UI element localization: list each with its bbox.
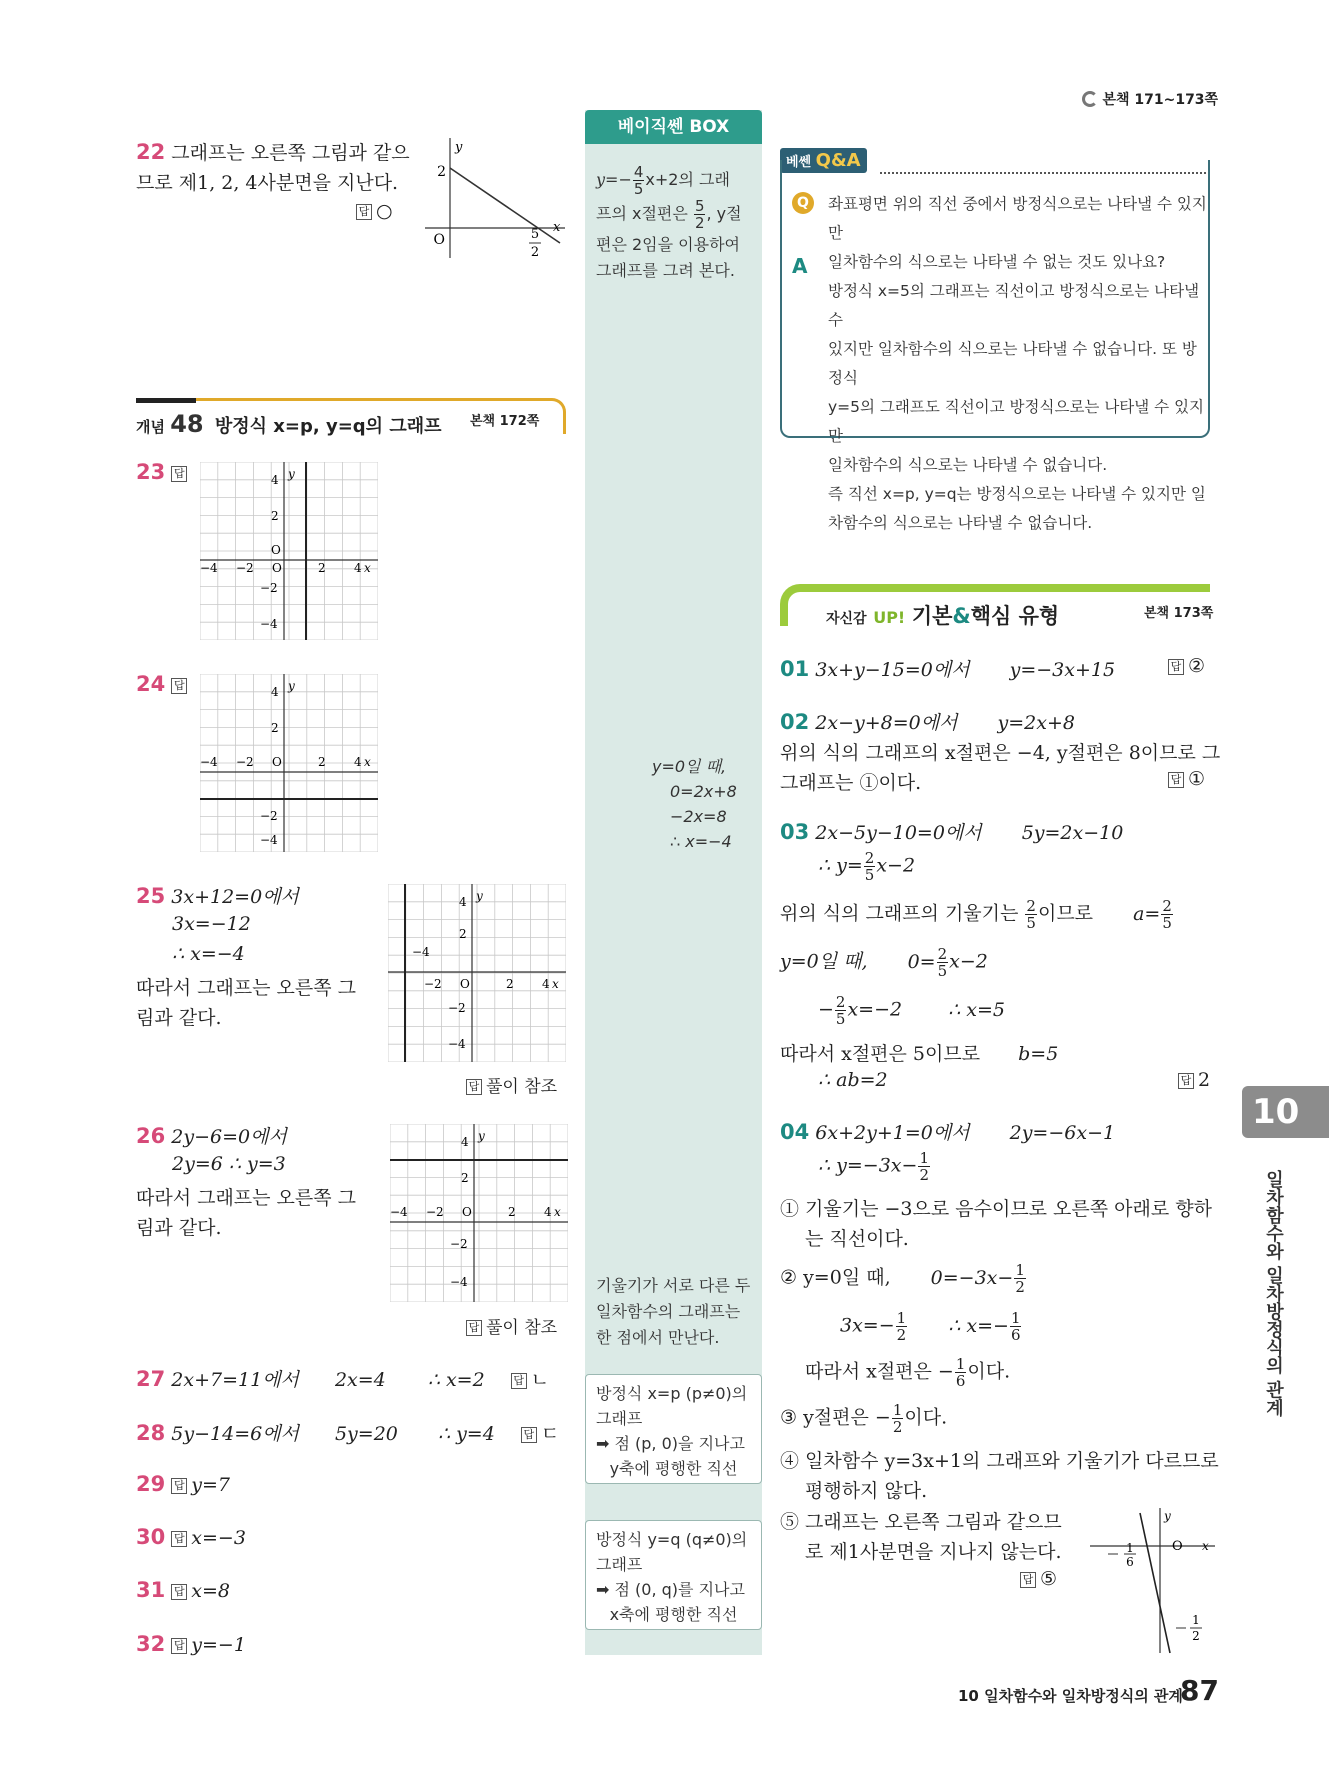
svg-text:−2: −2 [236, 561, 254, 575]
q04-line4: 는 직선이다. [805, 1228, 909, 1250]
svg-text:−2: −2 [426, 1205, 444, 1219]
q03-line2: ∴ y= $\frac{2}{5}$ x−2 [818, 849, 916, 884]
basic-box-title: 베이직쎈 BOX [585, 110, 762, 144]
qa-box: Q 좌표평면 위의 직선 중에서 방정식으로는 나타낼 수 있지만 일차함수의 식으로는 나타낼 수 없는 것도 있나요? A 방정식 x=5의 그래프는 직선이고 방정식으로는 나타낼 수 있지만 일차함수의 식으로는 나타낼 수 없습니다. 또 방정식 y=5의 그래프도 직선이고 방정식으로는 나타낼 수 있지만 일차함수의 식으로는 나타낼 수 없습니다. 즉 직선 x=p, y=q는 방정식으로는 나타낼 수 있지만 일 차함수의 식으로는 나타낼 수 없습니다. [780, 160, 1210, 438]
q01: 01 3x+y−15=0에서 y=−3x+15 [780, 657, 1116, 681]
footer-chapter: 10 일차함수와 일차방정식의 관계 [958, 1687, 1183, 1705]
svg-text:x: x [554, 1205, 561, 1219]
concept-ref: 본책 172쪽 [470, 414, 540, 429]
problem-32: 32 답 y=−1 [136, 1632, 246, 1656]
q04-line2: ∴ y=−3x− $\frac{1}{2}$ [818, 1149, 929, 1184]
q03-line3: 위의 식의 그래프의 기울기는 $\frac{2}{5}$ 이므로 a= $\frac{2}{5}$ [780, 897, 1172, 932]
svg-text:O: O [272, 755, 282, 769]
svg-text:2: 2 [318, 561, 326, 575]
graph-22 [420, 138, 570, 263]
svg-text:y: y [288, 467, 295, 481]
svg-text:4: 4 [271, 473, 279, 487]
basic-tip2-line3: −2x=8 [670, 807, 727, 826]
svg-text:4: 4 [461, 1135, 469, 1149]
basic-tip2-line1: y=0일 때, [652, 757, 727, 776]
page-number: 87 [1180, 1674, 1219, 1707]
problem-22 [136, 138, 410, 165]
basic-tip2-line2: 0=2x+8 [670, 782, 737, 801]
svg-text:O: O [271, 543, 281, 557]
problem-30: 30 답 x=−3 [136, 1525, 246, 1549]
answer-25: 답 풀이 참조 [466, 1072, 557, 1097]
svg-text:O: O [1172, 1539, 1183, 1554]
p25-line2: 3x=−12 [172, 913, 251, 935]
svg-text:2: 2 [530, 245, 540, 260]
question-icon: Q [792, 192, 814, 214]
graph-25 [388, 884, 566, 1062]
section-ref: 본책 173쪽 [1144, 606, 1214, 621]
p26-line4: 림과 같다. [136, 1217, 222, 1239]
q04-line12: 로 제1사분면을 지나지 않는다. [805, 1541, 1062, 1563]
q04-line8: ③ y절편은 − $\frac{1}{2}$ 이다. [780, 1401, 948, 1436]
svg-text:−2: −2 [448, 1001, 466, 1015]
basic-tip2-line4: ∴ x=−4 [670, 832, 732, 851]
svg-text:1: 1 [1192, 1613, 1200, 1627]
svg-text:1: 1 [1126, 1541, 1134, 1555]
svg-text:2: 2 [461, 1171, 469, 1185]
p26-line2: 2y=6 ∴ y=3 [172, 1153, 286, 1175]
svg-text:−2: −2 [260, 581, 278, 595]
q04-line3: ① 기울기는 −3으로 음수이므로 오른쪽 아래로 향하 [780, 1198, 1212, 1220]
header-ref: 본책 171~173쪽 [1082, 89, 1218, 109]
q04-line6: 3x=− $\frac{1}{2}$ ∴ x=− $\frac{1}{6}$ [840, 1309, 1021, 1344]
p25-line3: ∴ x=−4 [172, 943, 245, 965]
basic-tip1-line1: y=− $\frac{4}{5}$ x+2의 그래 [596, 163, 730, 198]
basic-tip1-line4: 그래프를 그려 본다. [596, 261, 735, 280]
q03-line4: y=0일 때, 0= $\frac{2}{5}$ x−2 [780, 945, 988, 980]
problem-28: 28 5y−14=6에서 5y=20 ∴ y=4 답 ㄷ [136, 1421, 560, 1445]
svg-text:−2: −2 [424, 977, 442, 991]
svg-text:−4: −4 [412, 945, 430, 959]
q04-line9: ④ 일차함수 y=3x+1의 그래프와 기울기가 다르므로 [780, 1450, 1219, 1472]
basic-tip3-line3: 한 점에서 만난다. [596, 1328, 720, 1347]
svg-text:x: x [1202, 1539, 1209, 1553]
svg-text:2: 2 [506, 977, 514, 991]
svg-text:O: O [462, 1205, 472, 1219]
basic-tip1-line3: 편은 2임을 이용하여 [596, 235, 740, 254]
answer-03: 답 2 [1178, 1069, 1210, 1091]
q04-line5: ② y=0일 때, 0=−3x− $\frac{1}{2}$ [780, 1261, 1025, 1296]
problem-27: 27 2x+7=11에서 2x=4 ∴ x=2 답 ㄴ [136, 1367, 550, 1391]
svg-text:O: O [460, 977, 470, 991]
svg-text:2: 2 [508, 1205, 516, 1219]
svg-text:4: 4 [271, 685, 279, 699]
svg-text:−4: −4 [450, 1275, 468, 1289]
answer-26: 답 풀이 참조 [466, 1313, 557, 1338]
svg-text:−4: −4 [448, 1037, 466, 1051]
q02-line2: 위의 식의 그래프의 x절편은 −4, y절편은 8이므로 그 [780, 742, 1221, 764]
svg-text:2: 2 [1192, 1629, 1200, 1643]
svg-text:5: 5 [530, 227, 540, 242]
svg-text:−4: −4 [200, 561, 218, 575]
svg-text:2: 2 [437, 164, 446, 180]
svg-text:y: y [288, 679, 295, 693]
svg-text:O: O [272, 561, 282, 575]
q02: 02 2x−y+8=0에서 y=2x+8 [780, 710, 1075, 734]
svg-text:2: 2 [459, 927, 467, 941]
concept-title: 개념 48 방정식 x=p, y=q의 그래프 [136, 410, 442, 438]
q04-line10: 평행하지 않다. [805, 1480, 928, 1502]
svg-text:O: O [433, 232, 445, 248]
qa-badge: 베쎈 Q&A [780, 148, 867, 173]
svg-text:−2: −2 [236, 755, 254, 769]
q04: 04 6x+2y+1=0에서 2y=−6x−1 [780, 1120, 1116, 1144]
graph-26 [390, 1124, 568, 1302]
svg-text:x: x [553, 220, 561, 235]
q03-line6: 따라서 x절편은 5이므로 b=5 [780, 1043, 1059, 1065]
basic-tip1-line2: 프의 x절편은 $\frac{5}{2}$ , y절 [596, 197, 742, 232]
svg-text:y: y [1164, 1509, 1171, 1523]
q03-line5: − $\frac{2}{5}$ x=−2 ∴ x=5 [818, 993, 1006, 1028]
answer-04: 답 ⑤ [1020, 1568, 1057, 1590]
svg-text:y: y [476, 889, 483, 903]
chapter-tab: 10 [1242, 1086, 1329, 1138]
svg-text:−4: −4 [260, 617, 278, 631]
answer-22: 답 ○ [356, 200, 393, 222]
graph-04 [1090, 1508, 1220, 1658]
svg-text:x: x [552, 977, 559, 991]
p25-line5: 림과 같다. [136, 1007, 222, 1029]
svg-text:−4: −4 [390, 1205, 408, 1219]
svg-text:y: y [455, 140, 463, 155]
svg-text:−2: −2 [450, 1237, 468, 1251]
box-x-equals-p: 방정식 x=p (p≠0)의 그래프 ➡ 점 (p, 0)을 지나고 y축에 평행한 직선 [585, 1374, 762, 1484]
problem-number: 22 [136, 140, 166, 164]
svg-text:y: y [478, 1129, 485, 1143]
p26-line3: 따라서 그래프는 오른쪽 그 [136, 1187, 357, 1209]
problem-23: 23 답 [136, 460, 191, 484]
q04-line7: 따라서 x절편은 − $\frac{1}{6}$ 이다. [805, 1355, 1011, 1390]
q04-line11: ⑤ 그래프는 오른쪽 그림과 같으므 [780, 1511, 1062, 1533]
svg-text:2: 2 [271, 509, 279, 523]
problem-31: 31 답 x=8 [136, 1578, 231, 1602]
q03-line7: ∴ ab=2 [818, 1069, 888, 1091]
problem-26: 26 2y−6=0에서 [136, 1124, 287, 1148]
svg-text:4: 4 [544, 1205, 552, 1219]
svg-text:2: 2 [271, 721, 279, 735]
svg-text:2: 2 [318, 755, 326, 769]
svg-text:x: x [364, 755, 371, 769]
problem-29: 29 답 y=7 [136, 1472, 231, 1496]
svg-text:−4: −4 [260, 833, 278, 847]
svg-text:4: 4 [542, 977, 550, 991]
svg-text:x: x [364, 561, 371, 575]
problem-22-line2: 므로 제1, 2, 4사분면을 지난다. [136, 172, 399, 194]
problem-text: 그래프는 오른쪽 그림과 같으 [171, 142, 410, 164]
problem-25: 25 3x+12=0에서 [136, 884, 299, 908]
section-title: 자신감 UP! 기본&핵심 유형 [826, 604, 1060, 628]
book-icon [1082, 91, 1098, 107]
svg-text:6: 6 [1126, 1555, 1134, 1569]
q03: 03 2x−5y−10=0에서 5y=2x−10 [780, 820, 1124, 844]
answer-icon: A [792, 254, 808, 278]
graph-23 [200, 462, 378, 640]
q02-line3: 그래프는 ①이다. [780, 772, 922, 794]
basic-tip3-line1: 기울기가 서로 다른 두 [596, 1276, 751, 1295]
answer-02: 답 ① [1168, 768, 1205, 790]
answer-01: 답 ② [1168, 655, 1205, 677]
svg-text:4: 4 [459, 895, 467, 909]
box-y-equals-q: 방정식 y=q (q≠0)의 그래프 ➡ 점 (0, q)를 지나고 x축에 평행한 직선 [585, 1520, 762, 1630]
p25-line4: 따라서 그래프는 오른쪽 그 [136, 977, 357, 999]
svg-text:−4: −4 [200, 755, 218, 769]
problem-24: 24 답 [136, 672, 191, 696]
concept-accent [136, 398, 196, 403]
chapter-side-title: 일차함수와 일차방정식의 관계 [1263, 1170, 1284, 1417]
graph-24 [200, 674, 378, 852]
svg-text:4: 4 [354, 561, 362, 575]
basic-tip3-line2: 일차함수의 그래프는 [596, 1302, 741, 1321]
svg-text:4: 4 [354, 755, 362, 769]
svg-text:−2: −2 [260, 809, 278, 823]
